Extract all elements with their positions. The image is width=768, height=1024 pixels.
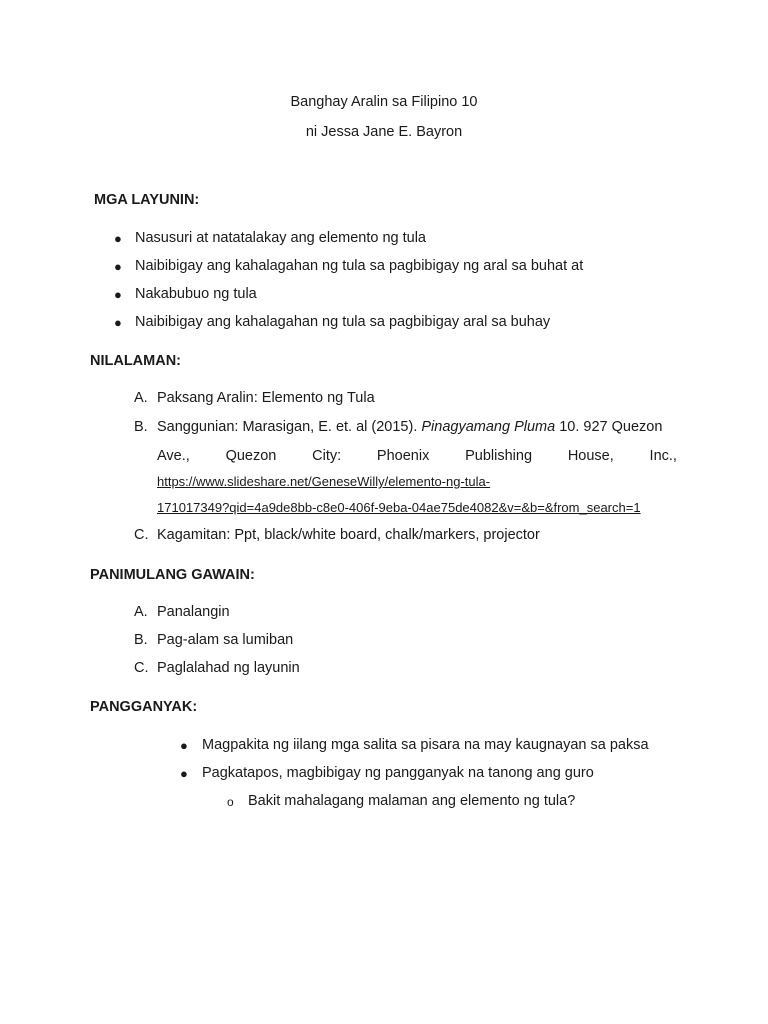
publisher-word: House, (567, 448, 614, 464)
document-title: Banghay Aralin sa Filipino 10 (290, 94, 478, 110)
publisher-word: Phoenix (376, 448, 430, 464)
bullet-icon: ● (114, 259, 122, 274)
pangganyak-sub-item: Bakit mahalagang malaman ang elemento ng tula? (248, 793, 576, 809)
panimula-heading: PANIMULANG GAWAIN: (90, 567, 255, 583)
panimula-item-2: Pag-alam sa lumiban (157, 632, 294, 648)
sanggunian-edition: 10. 927 Quezon (559, 419, 663, 435)
sanggunian-publisher-line (157, 448, 677, 464)
panimula-item-1: Panalangin (157, 604, 230, 620)
pangganyak-heading: PANGGANYAK: (90, 699, 198, 715)
publisher-word: City: (312, 448, 342, 464)
bullet-icon: ● (114, 315, 122, 330)
document-author: ni Jessa Jane E. Bayron (305, 124, 463, 140)
bullet-icon: ● (180, 738, 188, 753)
publisher-word: Ave., (157, 448, 190, 464)
pangganyak-item-1: Magpakita ng iilang mga salita sa pisara na may kaugnayan sa paksa (202, 737, 649, 753)
list-marker: A. (134, 604, 148, 620)
bullet-icon: ● (114, 287, 122, 302)
pangganyak-item-2: Pagkatapos, magbibigay ng pangganyak na tanong ang guro (202, 765, 594, 781)
list-marker: B. (134, 419, 148, 435)
layunin-item-2: Naibibigay ang kahalagahan ng tula sa pagbibigay ng aral sa buhat at (135, 258, 584, 274)
sanggunian-text: Sanggunian: Marasigan, E. et. al (2015). (157, 419, 418, 435)
slideshare-link-part-1[interactable]: https://www.slideshare.net/GeneseWilly/elemento-ng-tula- (157, 474, 491, 489)
list-marker: A. (134, 390, 148, 406)
paksang-aralin: Paksang Aralin: Elemento ng Tula (157, 390, 375, 406)
list-marker: C. (134, 527, 149, 543)
sanggunian (157, 419, 677, 435)
bullet-icon: ● (114, 231, 122, 246)
layunin-item-4: Naibibigay ang kahalagahan ng tula sa pagbibigay aral sa buhay (135, 314, 551, 330)
nilalaman-heading: NILALAMAN: (90, 353, 182, 369)
publisher-word: Publishing (465, 448, 533, 464)
kagamitan: Kagamitan: Ppt, black/white board, chalk/markers, projector (157, 527, 540, 543)
publisher-word: Quezon (225, 448, 277, 464)
book-title: Pinagyamang Pluma (421, 419, 556, 435)
layunin-item-3: Nakabubuo ng tula (135, 286, 257, 302)
publisher-word: Inc., (649, 448, 677, 464)
list-marker: B. (134, 632, 148, 648)
panimula-item-3: Paglalahad ng layunin (157, 660, 300, 676)
list-marker: C. (134, 660, 149, 676)
slideshare-link-part-2[interactable]: 171017349?qid=4a9de8bb-c8e0-406f-9eba-04ae75de4082&v=&b=&from_search=1 (157, 500, 641, 515)
layunin-heading: MGA LAYUNIN: (94, 192, 200, 208)
bullet-icon: ● (180, 766, 188, 781)
layunin-item-1: Nasusuri at natatalakay ang elemento ng tula (135, 230, 426, 246)
circle-bullet-icon: o (227, 795, 234, 809)
